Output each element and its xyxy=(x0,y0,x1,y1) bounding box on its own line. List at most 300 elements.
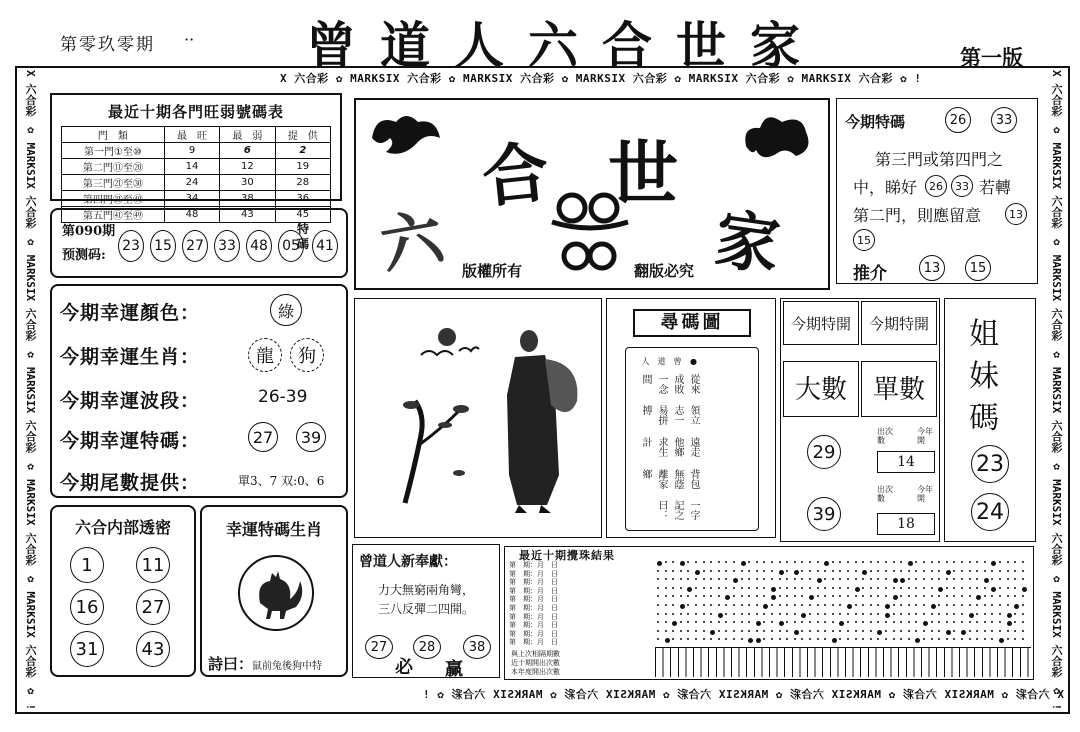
logo-char: 家 xyxy=(710,201,785,286)
result-dot xyxy=(870,587,872,589)
result-dot xyxy=(976,630,978,632)
result-dot xyxy=(961,561,963,563)
result-dot xyxy=(786,613,788,615)
result-dot xyxy=(969,595,971,597)
forecast-number: 05 xyxy=(278,230,304,262)
result-dot xyxy=(817,604,819,606)
result-dot xyxy=(984,570,986,572)
result-dot xyxy=(741,578,743,580)
result-dot xyxy=(665,630,667,632)
recommend-label: 推介 xyxy=(853,264,887,284)
result-dot xyxy=(1007,578,1009,580)
result-dot xyxy=(870,630,872,632)
result-dot xyxy=(1014,595,1016,597)
open-mini-value: 14 xyxy=(877,451,935,473)
result-dot xyxy=(832,604,834,606)
result-dot xyxy=(870,595,872,597)
result-dot xyxy=(733,561,735,563)
result-dot xyxy=(672,595,674,597)
result-dot xyxy=(703,613,705,615)
result-dot xyxy=(839,561,841,563)
result-dot xyxy=(969,630,971,632)
zodiac-title: 幸運特碼生肖 xyxy=(225,520,322,539)
result-dot xyxy=(710,613,712,615)
sisters-char: 妹 xyxy=(969,359,999,394)
result-dot xyxy=(710,578,712,580)
left-strip: X 六合彩 ✿ MARKSIX 六合彩 ✿ MARKSIX 六合彩 ✿ MARKSIX 六合彩 ✿ MARKSIX 六合彩 ✿ MARKSIX 六合彩 ✿ ! xyxy=(24,70,37,711)
result-dot xyxy=(748,595,750,597)
result-dot xyxy=(748,630,750,632)
result-dot xyxy=(657,578,659,580)
logo-char: 合 xyxy=(478,132,553,218)
result-dot xyxy=(953,587,955,589)
result-dot xyxy=(672,570,674,572)
result-dot xyxy=(687,638,689,640)
result-dot xyxy=(741,587,743,589)
gift-line: 力大無窮兩角彎， xyxy=(377,583,474,597)
scroll-line: 領立志一易拼搏 xyxy=(640,405,699,426)
result-dot xyxy=(809,638,811,640)
edition-label: 第一版 xyxy=(960,45,1023,70)
result-dot xyxy=(855,613,857,615)
result-dot xyxy=(794,587,796,589)
result-row-label: 第 期：月 日 xyxy=(509,612,558,621)
results-footer-label: 本年度開出次數 xyxy=(511,668,560,676)
special-text-number: 26 xyxy=(925,175,947,197)
result-dot xyxy=(969,570,971,572)
table-header: 最 弱 xyxy=(220,127,275,143)
result-dot xyxy=(718,578,720,580)
forecast-number: 27 xyxy=(182,230,208,262)
result-dot xyxy=(877,613,879,615)
result-dot xyxy=(946,621,948,623)
result-dot xyxy=(931,595,933,597)
result-dot xyxy=(984,613,986,615)
result-dot xyxy=(748,613,750,615)
scroll-line: 遠走他鄉求生計 xyxy=(640,436,699,457)
result-dot xyxy=(786,578,788,580)
special-title-number: 26 xyxy=(945,107,971,133)
result-dot xyxy=(908,595,910,597)
open-value: 單數 xyxy=(861,361,937,417)
result-dot xyxy=(908,638,910,640)
forecast-special-label: 特碼 xyxy=(297,222,310,251)
seek-box xyxy=(606,298,776,538)
result-dot xyxy=(733,587,735,589)
result-dot xyxy=(680,630,682,632)
result-dot xyxy=(824,638,826,640)
result-dot xyxy=(885,604,890,609)
result-dot xyxy=(779,604,781,606)
result-dot xyxy=(695,613,697,615)
result-dot xyxy=(991,561,996,566)
result-dot xyxy=(976,595,981,600)
result-dot xyxy=(870,604,872,606)
result-dot xyxy=(953,613,955,615)
right-strip: X 六合彩 ✿ MARKSIX 六合彩 ✿ MARKSIX 六合彩 ✿ MARKSIX 六合彩 ✿ MARKSIX 六合彩 ✿ MARKSIX 六合彩 ✿ ! xyxy=(1050,70,1063,711)
sisters-number: 24 xyxy=(971,493,1009,531)
logo-char: 世 xyxy=(608,132,678,215)
result-dot xyxy=(1022,613,1024,615)
special-text-line: 中，睇好 xyxy=(853,178,918,197)
result-dot xyxy=(756,630,758,632)
result-dot xyxy=(779,578,781,580)
result-dot xyxy=(733,570,735,572)
result-dot xyxy=(999,587,1001,589)
lucky-zodiac-label: 今期幸運生肖： xyxy=(60,346,201,368)
result-dot xyxy=(687,578,689,580)
special-text-number: 33 xyxy=(951,175,973,197)
result-dot xyxy=(862,570,867,575)
result-dot xyxy=(832,595,834,597)
result-dot xyxy=(961,595,963,597)
must-win-char: 必 xyxy=(395,657,413,678)
result-dot xyxy=(794,595,796,597)
open-number: 39 xyxy=(807,497,841,531)
result-dot xyxy=(893,613,895,615)
result-dot xyxy=(855,570,857,572)
result-dot xyxy=(794,638,796,640)
result-dot xyxy=(672,578,674,580)
result-dot xyxy=(839,595,841,597)
result-dot xyxy=(801,595,803,597)
result-dot xyxy=(771,595,776,600)
result-dot xyxy=(984,630,986,632)
seek-title: 尋碼圖 xyxy=(633,309,751,337)
result-dot xyxy=(900,621,902,623)
table-header: 門 類 xyxy=(62,127,165,143)
result-dot xyxy=(786,630,788,632)
open-mini-label: 出次數 xyxy=(877,427,893,445)
result-dot xyxy=(1022,570,1024,572)
result-dot xyxy=(657,561,662,566)
result-dot xyxy=(915,595,917,597)
result-dot xyxy=(695,587,697,589)
forecast-number: 48 xyxy=(246,230,272,262)
result-dot xyxy=(695,604,697,606)
result-dot xyxy=(680,613,682,615)
result-dot xyxy=(741,604,743,606)
result-dot xyxy=(1007,595,1009,597)
result-dot xyxy=(779,613,781,615)
result-dot xyxy=(817,587,819,589)
result-dot xyxy=(725,570,727,572)
result-dot xyxy=(665,570,667,572)
result-dot xyxy=(991,595,993,597)
result-dot xyxy=(953,630,955,632)
result-dot xyxy=(756,613,758,615)
result-dot xyxy=(718,587,720,589)
result-dot xyxy=(938,578,940,580)
result-dot xyxy=(991,638,993,640)
result-dot xyxy=(824,613,826,615)
result-dot xyxy=(976,604,978,606)
result-dot xyxy=(976,638,978,640)
open-box xyxy=(780,298,940,542)
result-dot xyxy=(900,613,902,615)
result-dot xyxy=(703,630,705,632)
result-dot xyxy=(999,621,1001,623)
gift-number: 27 xyxy=(365,635,393,659)
result-dot xyxy=(923,578,925,580)
result-dot xyxy=(680,595,682,597)
result-dot xyxy=(786,561,788,563)
result-dot xyxy=(862,587,864,589)
result-dot xyxy=(976,578,978,580)
result-dot xyxy=(938,604,940,606)
result-dot xyxy=(870,613,872,615)
result-dot xyxy=(976,613,978,615)
result-dot xyxy=(756,595,758,597)
result-dot xyxy=(748,621,750,623)
forecast-number: 23 xyxy=(118,230,144,262)
result-dot xyxy=(976,570,978,572)
result-dot xyxy=(756,561,758,563)
open-mini-label: 出次數 xyxy=(877,485,893,503)
inside-number: 11 xyxy=(136,547,170,583)
result-dot xyxy=(756,578,758,580)
result-dot xyxy=(680,621,682,623)
result-dot xyxy=(748,638,753,643)
result-dot xyxy=(969,587,971,589)
result-dot xyxy=(809,595,814,600)
lucky-color-label: 今期幸運顏色： xyxy=(60,302,201,324)
result-dot xyxy=(915,638,920,643)
result-dot xyxy=(672,630,674,632)
weak-table-title: 最近十期各門旺弱號碼表 xyxy=(107,103,284,121)
result-row-label: 第 期：月 日 xyxy=(509,569,558,578)
result-dot xyxy=(893,638,895,640)
result-dot xyxy=(718,561,720,563)
result-dot xyxy=(961,621,963,623)
special-title: 今期特碼 xyxy=(845,113,906,131)
result-dot xyxy=(672,621,677,626)
result-dot xyxy=(877,595,879,597)
result-dot xyxy=(1022,595,1024,597)
result-dot xyxy=(946,613,948,615)
result-dot xyxy=(870,638,872,640)
result-dot xyxy=(710,604,712,606)
result-dot xyxy=(1007,561,1009,563)
result-dot xyxy=(703,621,705,623)
result-dot xyxy=(763,578,765,580)
result-dot xyxy=(931,630,933,632)
result-dot xyxy=(969,638,971,640)
result-dot xyxy=(824,621,826,623)
table-row: 第二門⑪至⑳ 14 12 19 xyxy=(62,159,331,175)
result-dot xyxy=(931,578,933,580)
sisters-number: 23 xyxy=(971,445,1009,483)
result-dot xyxy=(915,621,917,623)
result-dot xyxy=(870,578,872,580)
result-dot xyxy=(900,604,902,606)
inside-box xyxy=(50,505,196,677)
result-dot xyxy=(703,595,705,597)
result-dot xyxy=(976,561,978,563)
result-dot xyxy=(961,630,966,635)
result-dot xyxy=(900,570,902,572)
result-dot xyxy=(1007,613,1012,618)
result-dot xyxy=(877,621,879,623)
result-dot xyxy=(801,587,803,589)
result-dot xyxy=(847,595,849,597)
result-dot xyxy=(665,578,667,580)
result-dot xyxy=(1014,570,1016,572)
result-dot xyxy=(847,613,849,615)
result-dot xyxy=(824,570,826,572)
table-row: 第一門①至⑩ 9 6 2 xyxy=(62,143,331,159)
result-dot xyxy=(657,630,659,632)
result-dot xyxy=(893,561,895,563)
result-dot xyxy=(718,570,720,572)
result-dot xyxy=(741,638,743,640)
result-row-label: 第 期：月 日 xyxy=(509,603,558,612)
result-dot xyxy=(809,570,811,572)
result-dot xyxy=(961,587,963,589)
result-dot xyxy=(961,578,963,580)
result-dot xyxy=(763,570,765,572)
result-dot xyxy=(824,578,826,580)
result-dot xyxy=(763,630,765,632)
result-dot xyxy=(748,570,750,572)
result-dot xyxy=(741,630,743,632)
issue-ellipsis: ·· xyxy=(184,30,195,49)
result-dot xyxy=(779,630,781,632)
result-dot xyxy=(665,561,667,563)
result-dot xyxy=(855,621,857,623)
result-dot xyxy=(687,595,689,597)
result-dot xyxy=(969,604,971,606)
result-dot xyxy=(725,638,727,640)
results-footer-grid xyxy=(655,647,1031,677)
result-dot xyxy=(855,604,857,606)
special-text-line: 若轉 xyxy=(979,178,1012,197)
result-dot xyxy=(763,613,765,615)
result-dot xyxy=(984,561,986,563)
result-dot xyxy=(931,604,936,609)
result-dot xyxy=(855,638,857,640)
zodiac-box xyxy=(200,505,348,677)
result-dot xyxy=(824,604,826,606)
result-dot xyxy=(748,578,750,580)
result-dot xyxy=(847,561,849,563)
result-dot xyxy=(786,595,788,597)
result-dot xyxy=(657,570,659,572)
sun-bird-icon xyxy=(419,325,479,365)
results-footer-label: 近十期開出次數 xyxy=(511,659,560,667)
result-dot xyxy=(1022,561,1024,563)
result-dot xyxy=(710,621,712,623)
result-dot xyxy=(923,570,925,572)
result-dot xyxy=(885,630,887,632)
result-row-label: 第 期：月 日 xyxy=(509,629,558,638)
lucky-special-number: 39 xyxy=(296,422,326,452)
result-dot xyxy=(855,561,857,563)
lucky-wave-value: 26-39 xyxy=(258,387,308,407)
result-dot xyxy=(672,561,674,563)
result-dot xyxy=(718,630,720,632)
recommend-number: 15 xyxy=(965,255,991,281)
result-dot xyxy=(931,561,933,563)
lucky-special-number: 27 xyxy=(248,422,278,452)
result-dot xyxy=(862,630,864,632)
result-dot xyxy=(999,570,1001,572)
result-dot xyxy=(984,587,986,589)
result-dot xyxy=(900,578,905,583)
scroll-line: 背包無蔭離家鄉 xyxy=(640,468,699,489)
result-dot xyxy=(801,604,803,606)
result-dot xyxy=(931,621,933,623)
result-dot xyxy=(938,587,943,592)
result-dot xyxy=(893,595,898,600)
result-dot xyxy=(900,595,902,597)
result-dot xyxy=(824,587,826,589)
result-row-label: 第 期：月 日 xyxy=(509,638,558,647)
result-dot xyxy=(779,561,781,563)
result-dot xyxy=(771,561,773,563)
result-dot xyxy=(961,613,963,615)
special-box xyxy=(836,98,1038,284)
result-dot xyxy=(855,595,857,597)
result-dot xyxy=(870,621,872,623)
result-dot xyxy=(725,604,727,606)
result-dot xyxy=(809,578,811,580)
result-dot xyxy=(809,630,811,632)
result-dot xyxy=(771,587,776,592)
result-dot xyxy=(771,578,773,580)
result-dot xyxy=(923,630,925,632)
result-dot xyxy=(893,630,895,632)
table-header: 最 旺 xyxy=(164,127,219,143)
result-dot xyxy=(855,578,857,580)
result-dot xyxy=(794,630,799,635)
result-dot xyxy=(703,638,705,640)
scroll-line: 從來成敗一念間 xyxy=(640,373,699,394)
result-dot xyxy=(665,621,667,623)
result-dot xyxy=(877,570,879,572)
traveler-icon xyxy=(489,325,585,515)
gift-number: 38 xyxy=(463,635,491,659)
copyright-left: 版權所有 xyxy=(462,262,523,280)
result-dot xyxy=(809,613,811,615)
result-dot xyxy=(786,621,788,623)
result-dot xyxy=(961,604,963,606)
result-dot xyxy=(991,587,996,592)
result-dot xyxy=(847,604,852,609)
result-dot xyxy=(908,604,910,606)
result-dot xyxy=(809,604,811,606)
gift-number: 28 xyxy=(413,635,441,659)
result-dot xyxy=(657,595,659,597)
result-dot xyxy=(885,561,887,563)
result-dot xyxy=(839,630,841,632)
result-dot xyxy=(687,587,692,592)
result-dot xyxy=(801,578,803,580)
result-dot xyxy=(877,561,879,563)
result-dot xyxy=(809,587,811,589)
open-label: 今期特開 xyxy=(783,301,859,345)
result-dot xyxy=(809,621,811,623)
result-dot xyxy=(718,613,723,618)
result-dot xyxy=(779,570,784,575)
result-dot xyxy=(794,561,796,563)
result-dot xyxy=(703,604,705,606)
scroll-line: 一字記之曰： xyxy=(656,500,699,521)
result-dot xyxy=(725,578,727,580)
result-dot xyxy=(657,638,659,640)
result-dot xyxy=(839,604,841,606)
result-dot xyxy=(969,578,971,580)
